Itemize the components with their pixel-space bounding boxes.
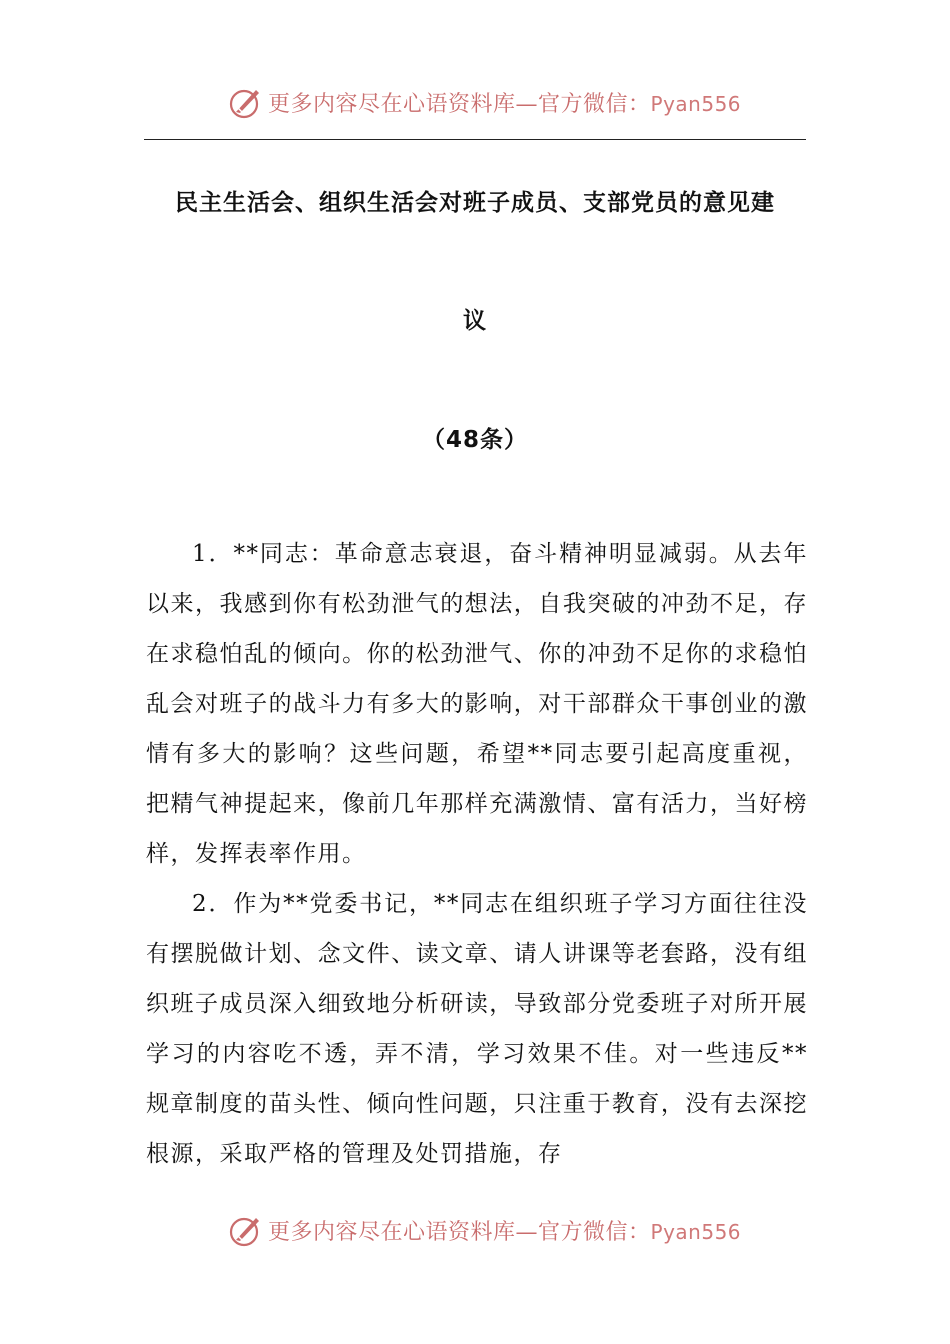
doc-body [146,529,808,1179]
quill-logo-icon [228,1212,264,1248]
doc-title-line2: 议 [463,308,487,334]
wechat-id: Pyan556 [650,1219,742,1244]
quill-logo-icon [228,84,264,120]
watermark-banner-bottom [228,1210,748,1250]
wechat-id: Pyan556 [650,91,742,116]
watermark-banner-top [228,82,748,122]
doc-title-line1: 民主生活会、组织生活会对班子成员、支部党员的意见建 [175,190,775,216]
paragraph-1: 1．**同志：革命意志衰退，奋斗精神明显减弱。从去年以来，我感到你有松劲泄气的想法，自我突破的冲劲不足，存在求稳怕乱的倾向。你的松劲泄气、你的冲劲不足你的求稳怕乱会对班子的战斗力有多大的影响，对干部群众干事创业的激情有多大的影响？这些问题，希望**同志要引起高度重视，把精气神提起来，像前几年那样充满激情、富有活力，当好榜样，发挥表率作用。 [146,541,808,867]
watermark-text: 更多内容尽在心语资料库—官方微信：Pyan556 [268,91,742,117]
header-rule [144,139,806,140]
doc-count: （48条） [421,427,528,453]
watermark-text: 更多内容尽在心语资料库—官方微信：Pyan556 [268,1219,742,1245]
paragraph-2: 2．作为**党委书记，**同志在组织班子学习方面往往没有摆脱做计划、念文件、读文章、请人讲课等老套路，没有组织班子成员深入细致地分析研读，导致部分党委班子对所开展学习的内容吃不透，弄不清，学习效果不佳。对一些违反**规章制度的苗头性、倾向性问题，只注重于教育，没有去深挖根源，采取严格的管理及处罚措施，存 [146,891,808,1167]
